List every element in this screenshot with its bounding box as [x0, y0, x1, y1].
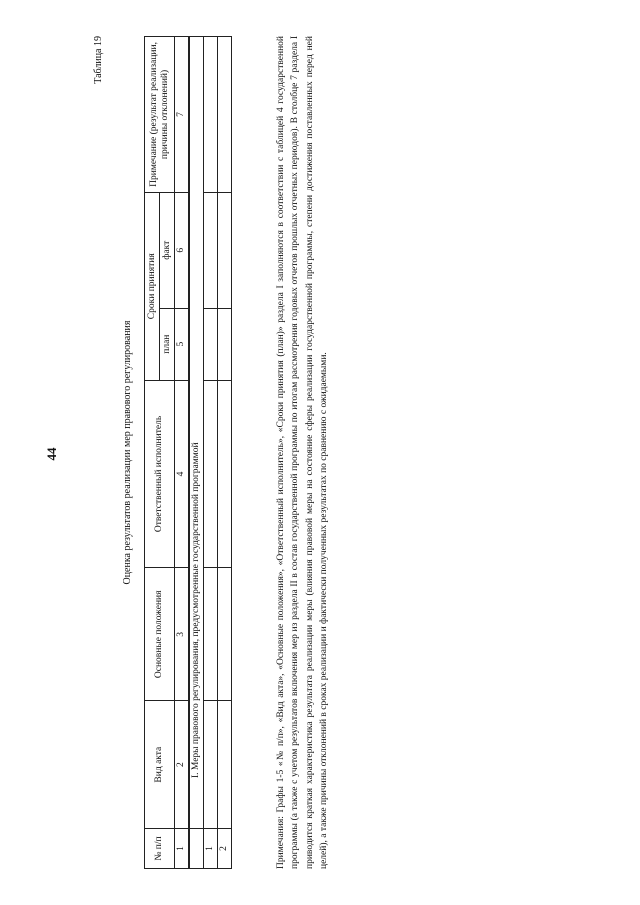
header-executor: Ответственный исполнитель — [145, 380, 175, 568]
table-row — [217, 37, 231, 869]
column-number: 3 — [175, 568, 189, 701]
table-row — [203, 37, 217, 869]
header-terms: Сроки принятия — [145, 192, 160, 380]
row-num: 2 — [217, 829, 231, 869]
page-number: 44 — [44, 447, 59, 461]
column-number-row — [175, 37, 189, 869]
assessment-table — [144, 36, 232, 869]
header-plan: план — [160, 308, 175, 380]
column-number: 2 — [175, 701, 189, 829]
section-row — [189, 37, 204, 869]
header-main-provisions: Основные положения — [145, 568, 175, 701]
notes-paragraph: Примечания: Графы 1-5 «№ п/п», «Вид акта», «Основные положения», «Ответственный исполнитель», «Сроки принятия (план)» раздела I заполняются в соответствии с таблицей 4 государственной программы (а также с учетом результатов включения мер из раздела II в состав государственной программы по итогам рассмотрения годовых отчетов прошлых отчетных периодов). В столбце 7 раздела I приводится краткая характеристика результата реализации меры (влияния правовой меры на состояние сферы реализации государственной программы, степени достижения поставленных перед ней целей), а также причины отклонений в сроках реализации и фактически полученных результатах по сравнению с ожидаемыми. — [276, 36, 329, 869]
column-number: 1 — [175, 829, 189, 869]
table-cell — [217, 701, 231, 829]
table-cell — [203, 701, 217, 829]
column-number: 4 — [175, 380, 189, 568]
table-cell — [203, 380, 217, 568]
header-act-type: Вид акта — [145, 701, 175, 829]
table-title: Оценка результатов реализации мер правового регулирования — [122, 320, 133, 585]
header-note: Примечание (результат реализации, причины отклонений) — [145, 37, 175, 193]
table-label: Таблица 19 — [93, 36, 104, 84]
table-cell — [217, 37, 231, 193]
table-cell — [217, 192, 231, 308]
table-cell — [203, 308, 217, 380]
column-number: 7 — [175, 37, 189, 193]
table-cell — [203, 568, 217, 701]
table-cell — [217, 568, 231, 701]
column-number: 5 — [175, 308, 189, 380]
row-num: 1 — [203, 829, 217, 869]
section-num-cell — [189, 829, 204, 869]
column-number: 6 — [175, 192, 189, 308]
header-num: № п/п — [145, 829, 175, 869]
table-cell — [203, 192, 217, 308]
table-cell — [217, 308, 231, 380]
header-row — [145, 37, 160, 869]
section-title: I. Меры правового регулирования, предусмотренные государственной программой — [189, 37, 204, 829]
header-fact: факт — [160, 192, 175, 308]
table-cell — [217, 380, 231, 568]
table-cell — [203, 37, 217, 193]
